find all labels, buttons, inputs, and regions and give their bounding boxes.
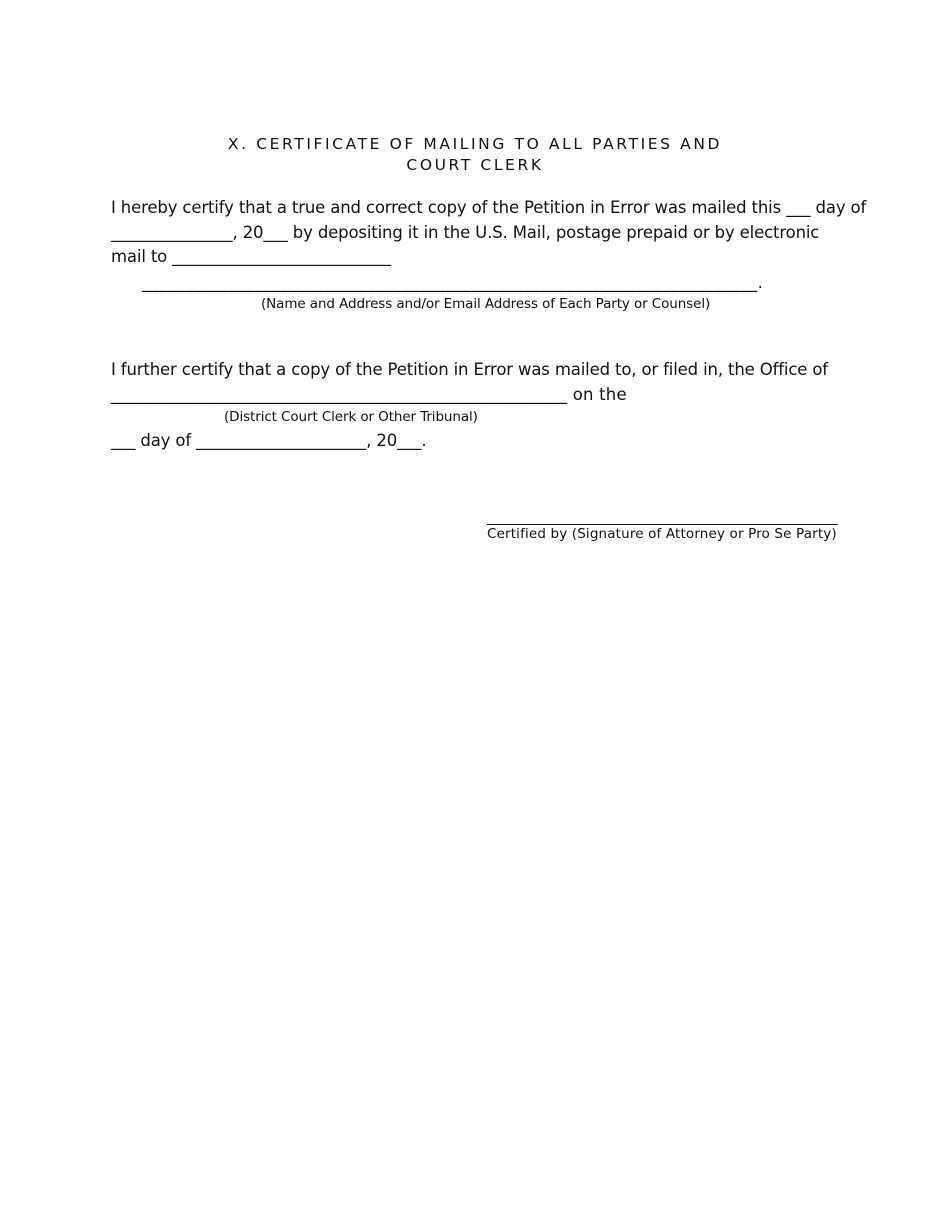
signature-caption: Certified by (Signature of Attorney or Pro Se Party): [487, 526, 837, 542]
first-certification-line-3: mail to ___________________________: [111, 247, 391, 266]
recipient-blank-line: _______________________________________________________________________.: [142, 273, 764, 292]
first-certification-line-2: _______________, 20___ by depositing it in the U.S. Mail, postage prepaid or by electronic: [111, 223, 820, 242]
recipient-caption: (Name and Address and/or Email Address of Each Party or Counsel): [261, 296, 711, 312]
office-caption: (District Court Clerk or Other Tribunal): [224, 409, 478, 425]
second-certification-line-1: I further certify that a copy of the Petition in Error was mailed to, or filed in, the Office of: [111, 360, 828, 379]
certificate-title-line-1: X. CERTIFICATE OF MAILING TO ALL PARTIES AND: [227, 135, 723, 153]
first-certification-line-1: I hereby certify that a true and correct copy of the Petition in Error was mailed this ___ day of: [111, 198, 867, 217]
second-certification-line-3: ___ day of _____________________, 20___.: [111, 431, 427, 450]
certificate-title-line-2: COURT CLERK: [406, 156, 544, 174]
second-certification-line-2: ______________________________________________________ on the: [111, 385, 627, 404]
